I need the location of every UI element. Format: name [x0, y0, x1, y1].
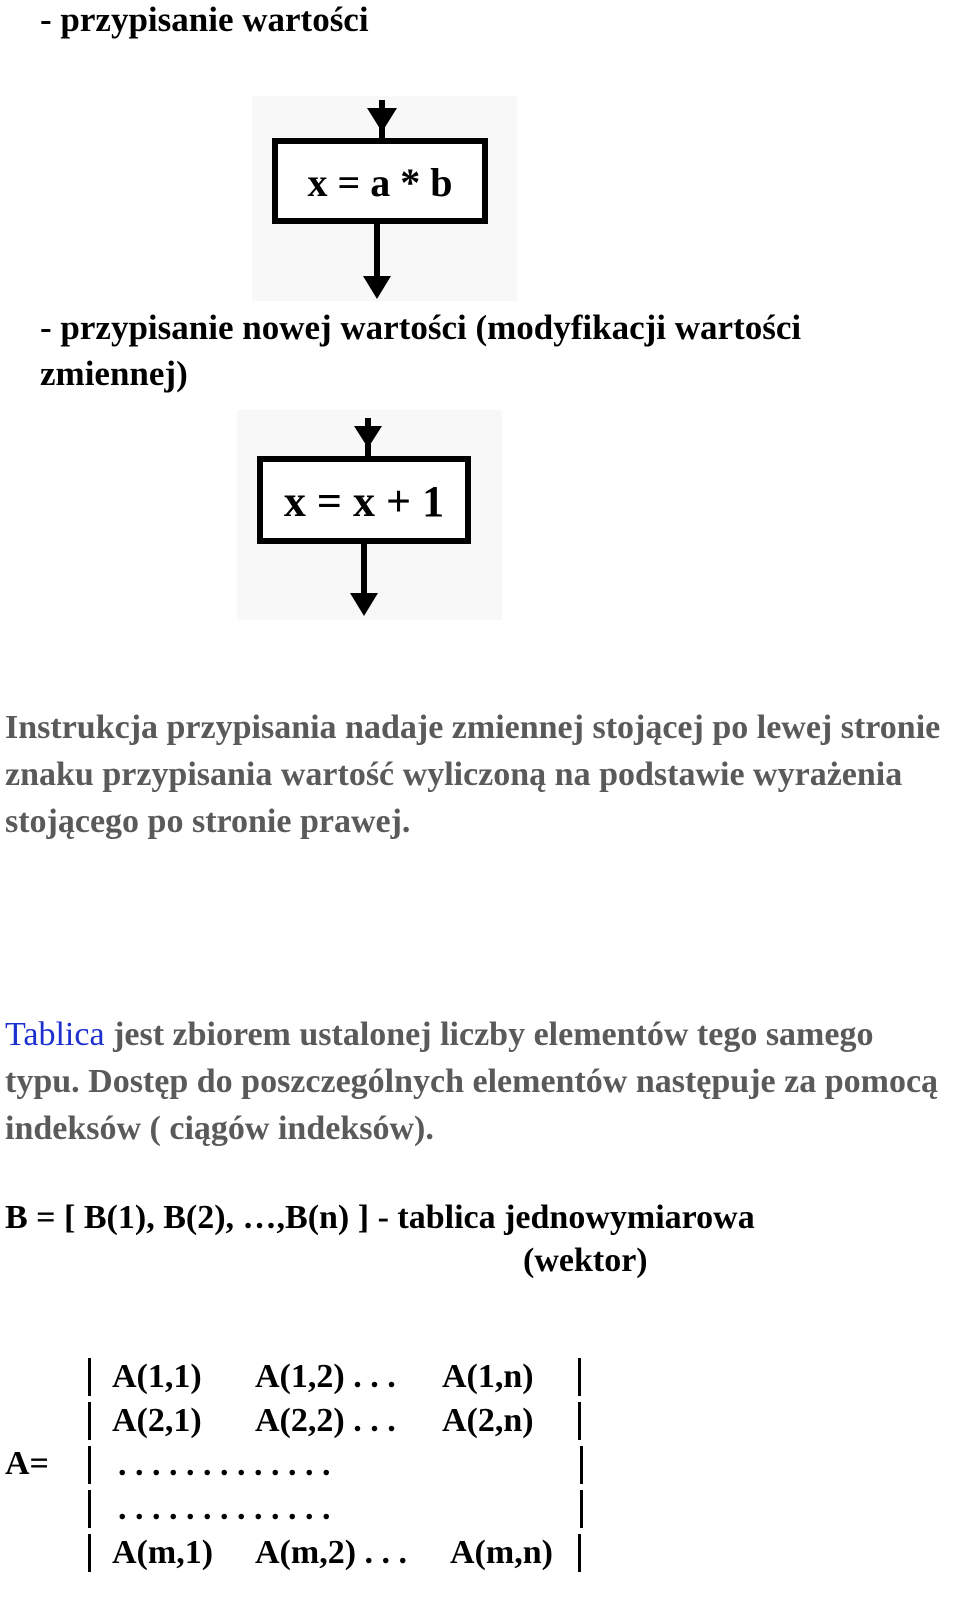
- matrix-cell: . . . . . . . . . . . . .: [118, 1490, 331, 1527]
- matrix-cell: A(2,n): [442, 1402, 534, 1439]
- matrix-bracket: [88, 1490, 91, 1528]
- matrix-row: [0, 1443, 960, 1487]
- matrix-cell: A(2,1): [112, 1402, 202, 1439]
- vector-note: (wektor): [523, 1242, 648, 1279]
- paragraph-array-text: jest zbiorem ustalonej liczby elementów tego samego typu. Dostęp do poszczególnych elementów następuje za pomocą indeksów ( ciągów indeksów).: [5, 1016, 939, 1147]
- matrix-bracket: [88, 1446, 91, 1484]
- matrix-bracket: [580, 1490, 583, 1528]
- matrix-bracket: [88, 1402, 91, 1440]
- matrix-row: [0, 1399, 960, 1443]
- matrix-cell: A(1,n): [442, 1358, 534, 1395]
- matrix-cell: A(1,1): [112, 1358, 202, 1395]
- flowchart-assign: [252, 96, 517, 301]
- heading-assign: - przypisanie wartości: [40, 0, 369, 39]
- matrix-cell: A(m,1): [112, 1534, 214, 1571]
- paragraph-array: [5, 1011, 950, 1152]
- matrix-cell: A(2,2) . . .: [255, 1402, 396, 1439]
- flowchart-modify: [237, 410, 502, 620]
- matrix-bracket: [88, 1358, 91, 1396]
- paragraph-assignment: Instrukcja przypisania nadaje zmiennej stojącej po lewej stronie znaku przypisania wartość wyliczoną na podstawie wyrażenia stojącego po stronie prawej.: [5, 709, 941, 840]
- matrix-cell: . . . . . . . . . . . . .: [118, 1446, 331, 1483]
- matrix-cell: A(m,2) . . .: [255, 1534, 408, 1571]
- term-tablica: Tablica: [5, 1016, 105, 1053]
- matrix-row: [0, 1355, 960, 1399]
- flowchart-expression: x = a * b: [307, 160, 453, 205]
- matrix-bracket: [578, 1358, 581, 1396]
- matrix-bracket: [88, 1534, 91, 1572]
- matrix-row: [0, 1487, 960, 1531]
- matrix-row: [0, 1531, 960, 1575]
- heading-modify: - przypisanie nowej wartości (modyfikacji wartości zmiennej): [40, 308, 802, 393]
- flowchart-expression: x = x + 1: [283, 477, 445, 526]
- matrix-cell: A(1,2) . . .: [255, 1358, 396, 1395]
- matrix-bracket: [578, 1534, 581, 1572]
- matrix-bracket: [578, 1402, 581, 1440]
- matrix-label: A=: [5, 1445, 49, 1482]
- matrix-bracket: [580, 1446, 583, 1484]
- matrix-cell: A(m,n): [450, 1534, 553, 1571]
- vector-definition: B = [ B(1), B(2), …,B(n) ] - tablica jednowymiarowa: [5, 1199, 755, 1236]
- matrix: [0, 1355, 960, 1615]
